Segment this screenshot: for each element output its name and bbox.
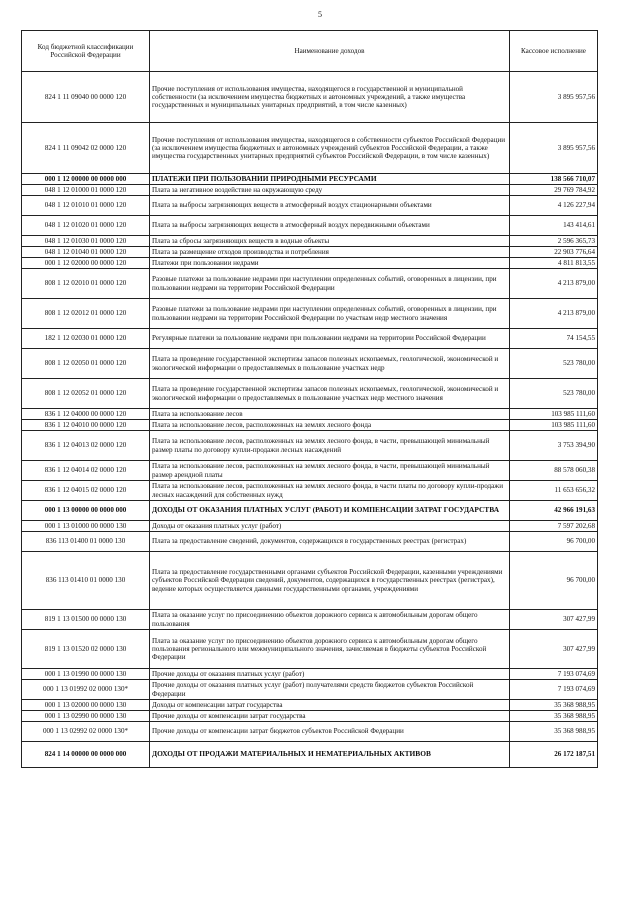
table-row [22, 299, 598, 329]
amount-cell: 4 811 813,55 [510, 258, 598, 269]
name-cell: Доходы от оказания платных услуг (работ) [150, 521, 510, 532]
amount-cell: 3 895 957,56 [510, 72, 598, 123]
amount-cell: 4 213 879,00 [510, 269, 598, 299]
table-row [22, 711, 598, 722]
amount-cell: 88 578 060,38 [510, 461, 598, 481]
amount-cell: 42 966 191,63 [510, 501, 598, 521]
name-cell: Плата за использование лесов [150, 409, 510, 420]
table-row [22, 501, 598, 521]
amount-cell: 35 368 988,95 [510, 722, 598, 742]
amount-cell: 22 903 776,64 [510, 247, 598, 258]
name-cell: Плата за размещение отходов производства и потребления [150, 247, 510, 258]
code-cell: 048 1 12 01010 01 0000 120 [22, 196, 150, 216]
name-cell: Прочие доходы от оказания платных услуг (работ) получателями средств бюджетов субъектов Российской Федерации [150, 680, 510, 700]
code-cell: 836 1 12 04010 00 0000 120 [22, 420, 150, 431]
table-row [22, 196, 598, 216]
code-cell: 808 1 12 02010 01 0000 120 [22, 269, 150, 299]
amount-cell: 307 427,99 [510, 610, 598, 630]
amount-cell: 35 368 988,95 [510, 711, 598, 722]
name-cell: Плата за негативное воздействие на окружающую среду [150, 185, 510, 196]
amount-cell: 26 172 187,51 [510, 742, 598, 768]
name-cell: Плата за использование лесов, расположенных на землях лесного фонда, в части платы по договору купли-продажи лесных насаждений для собственных нужд [150, 481, 510, 501]
code-cell: 836 113 01410 01 0000 130 [22, 552, 150, 610]
code-cell: 824 1 11 09040 00 0000 120 [22, 72, 150, 123]
name-cell: Разовые платежи за пользование недрами при наступлении определенных событий, оговоренных в лицензии, при пользовании недрами на территории Российской Федерации по участкам недр местного значения [150, 299, 510, 329]
code-cell: 808 1 12 02052 01 0000 120 [22, 379, 150, 409]
name-cell: Плата за предоставление государственными органами субъектов Российской Федерации, казенными учреждениями субъектов Российской Федерации сведений, документов, содержащихся в государственных реестрах (регистрах), ведение которых осуществляется данными государственными органами, учреждениями [150, 552, 510, 610]
name-cell: Прочие доходы от компенсации затрат бюджетов субъектов Российской Федерации [150, 722, 510, 742]
amount-cell: 96 700,00 [510, 552, 598, 610]
table-row [22, 680, 598, 700]
name-cell: Разовые платежи за пользование недрами при наступлении определенных событий, оговоренных в лицензии, при пользовании недрами на территории Российской Федерации [150, 269, 510, 299]
table-row [22, 349, 598, 379]
code-cell: 182 1 12 02030 01 0000 120 [22, 329, 150, 349]
table-body [22, 72, 598, 768]
table-row [22, 123, 598, 174]
code-cell: 836 1 12 04015 02 0000 120 [22, 481, 150, 501]
amount-cell: 7 193 074,69 [510, 669, 598, 680]
table-row [22, 247, 598, 258]
name-cell: Плата за использование лесов, расположенных на землях лесного фонда, в части, превышающей минимальный размер арендной платы [150, 461, 510, 481]
code-cell: 824 1 14 00000 00 0000 000 [22, 742, 150, 768]
table-row [22, 216, 598, 236]
code-cell: 000 1 12 00000 00 0000 000 [22, 174, 150, 185]
code-cell: 048 1 12 01040 01 0000 120 [22, 247, 150, 258]
amount-cell: 103 985 111,60 [510, 420, 598, 431]
amount-cell: 7 193 074,69 [510, 680, 598, 700]
table-row [22, 461, 598, 481]
amount-cell: 7 597 202,68 [510, 521, 598, 532]
code-cell: 000 1 13 01992 02 0000 130* [22, 680, 150, 700]
table-row [22, 431, 598, 461]
name-cell: Плата за выбросы загрязняющих веществ в атмосферный воздух передвижными объектами [150, 216, 510, 236]
name-cell: Плата за использование лесов, расположенных на землях лесного фонда, в части, превышающей минимальный размер платы по договору купли-продажи лесных насаждений [150, 431, 510, 461]
table-row [22, 329, 598, 349]
table-row [22, 72, 598, 123]
name-cell: Плата за проведение государственной экспертизы запасов полезных ископаемых, геологической, экономической и экологической информации о предоставляемых в пользование участках недр [150, 349, 510, 379]
code-cell: 836 1 12 04000 00 0000 120 [22, 409, 150, 420]
table-row [22, 379, 598, 409]
amount-cell: 74 154,55 [510, 329, 598, 349]
table-row [22, 669, 598, 680]
amount-cell: 143 414,61 [510, 216, 598, 236]
table-row [22, 409, 598, 420]
page-number: 5 [318, 10, 322, 19]
table-header-row [22, 31, 598, 72]
amount-cell: 96 700,00 [510, 532, 598, 552]
code-cell: 819 1 13 01500 00 0000 130 [22, 610, 150, 630]
code-cell: 836 1 12 04013 02 0000 120 [22, 431, 150, 461]
table-row [22, 185, 598, 196]
amount-cell: 2 596 365,73 [510, 236, 598, 247]
name-cell: Регулярные платежи за пользование недрами при пользовании недрами на территории Российской Федерации [150, 329, 510, 349]
table-row [22, 532, 598, 552]
name-cell: Плата за предоставление сведений, документов, содержащихся в государственных реестрах (регистрах) [150, 532, 510, 552]
code-cell: 048 1 12 01030 01 0000 120 [22, 236, 150, 247]
header-name: Наименование доходов [150, 31, 510, 72]
name-cell: Доходы от компенсации затрат государства [150, 700, 510, 711]
name-cell: Платежи при пользовании недрами [150, 258, 510, 269]
amount-cell: 4 213 879,00 [510, 299, 598, 329]
name-cell: Плата за оказание услуг по присоединению объектов дорожного сервиса к автомобильным дорогам общего пользования [150, 610, 510, 630]
amount-cell: 307 427,99 [510, 630, 598, 669]
code-cell: 000 1 13 01000 00 0000 130 [22, 521, 150, 532]
code-cell: 000 1 13 02992 02 0000 130* [22, 722, 150, 742]
name-cell: ПЛАТЕЖИ ПРИ ПОЛЬЗОВАНИИ ПРИРОДНЫМИ РЕСУРСАМИ [150, 174, 510, 185]
name-cell: ДОХОДЫ ОТ ПРОДАЖИ МАТЕРИАЛЬНЫХ И НЕМАТЕРИАЛЬНЫХ АКТИВОВ [150, 742, 510, 768]
table-row [22, 258, 598, 269]
code-cell: 048 1 12 01000 01 0000 120 [22, 185, 150, 196]
amount-cell: 4 126 227,94 [510, 196, 598, 216]
amount-cell: 103 985 111,60 [510, 409, 598, 420]
code-cell: 000 1 13 00000 00 0000 000 [22, 501, 150, 521]
code-cell: 808 1 12 02012 01 0000 120 [22, 299, 150, 329]
amount-cell: 523 780,00 [510, 349, 598, 379]
name-cell: Плата за проведение государственной экспертизы запасов полезных ископаемых, геологической, экономической и экологической информации о предоставляемых в пользование участках недр местного значения [150, 379, 510, 409]
header-code: Код бюджетной классификации Российской Федерации [22, 31, 150, 72]
name-cell: Прочие поступления от использования имущества, находящегося в собственности субъектов Российской Федерации (за исключением имущества бюджетных и автономных учреждений субъектов Российской Федерации, а также имущества государственных унитарных предприятий субъектов Российской Федерации, в том числе казенных) [150, 123, 510, 174]
code-cell: 000 1 13 02990 00 0000 130 [22, 711, 150, 722]
name-cell: Плата за оказание услуг по присоединению объектов дорожного сервиса к автомобильным дорогам общего пользования регионального или межмуниципального значения, зачисляемая в бюджеты субъектов Российской Федерации [150, 630, 510, 669]
code-cell: 000 1 13 01990 00 0000 130 [22, 669, 150, 680]
name-cell: Прочие доходы от оказания платных услуг (работ) [150, 669, 510, 680]
table-row [22, 700, 598, 711]
amount-cell: 29 769 784,92 [510, 185, 598, 196]
name-cell: Плата за сбросы загрязняющих веществ в водные объекты [150, 236, 510, 247]
table-row [22, 552, 598, 610]
revenue-table [21, 30, 598, 768]
amount-cell: 11 653 656,32 [510, 481, 598, 501]
table-row [22, 236, 598, 247]
header-amount: Кассовое исполнение [510, 31, 598, 72]
code-cell: 048 1 12 01020 01 0000 120 [22, 216, 150, 236]
amount-cell: 3 753 394,90 [510, 431, 598, 461]
amount-cell: 3 895 957,56 [510, 123, 598, 174]
table-row [22, 722, 598, 742]
name-cell: ДОХОДЫ ОТ ОКАЗАНИЯ ПЛАТНЫХ УСЛУГ (РАБОТ) И КОМПЕНСАЦИИ ЗАТРАТ ГОСУДАРСТВА [150, 501, 510, 521]
table-row [22, 742, 598, 768]
name-cell: Прочие доходы от компенсации затрат государства [150, 711, 510, 722]
amount-cell: 138 566 710,07 [510, 174, 598, 185]
amount-cell: 35 368 988,95 [510, 700, 598, 711]
code-cell: 000 1 12 02000 00 0000 120 [22, 258, 150, 269]
table-row [22, 174, 598, 185]
table-row [22, 610, 598, 630]
table-row [22, 481, 598, 501]
table-row [22, 521, 598, 532]
code-cell: 836 1 12 04014 02 0000 120 [22, 461, 150, 481]
name-cell: Плата за использование лесов, расположенных на землях лесного фонда [150, 420, 510, 431]
amount-cell: 523 780,00 [510, 379, 598, 409]
code-cell: 819 1 13 01520 02 0000 130 [22, 630, 150, 669]
table-row [22, 269, 598, 299]
table-row [22, 630, 598, 669]
code-cell: 836 113 01400 01 0000 130 [22, 532, 150, 552]
name-cell: Прочие поступления от использования имущества, находящегося в государственной и муниципальной собственности (за исключением имущества бюджетных и автономных учреждений, а также имущества государственных и муниципальных унитарных предприятий, в том числе казенных) [150, 72, 510, 123]
code-cell: 000 1 13 02000 00 0000 130 [22, 700, 150, 711]
code-cell: 808 1 12 02050 01 0000 120 [22, 349, 150, 379]
name-cell: Плата за выбросы загрязняющих веществ в атмосферный воздух стационарными объектами [150, 196, 510, 216]
code-cell: 824 1 11 09042 02 0000 120 [22, 123, 150, 174]
table-row [22, 420, 598, 431]
